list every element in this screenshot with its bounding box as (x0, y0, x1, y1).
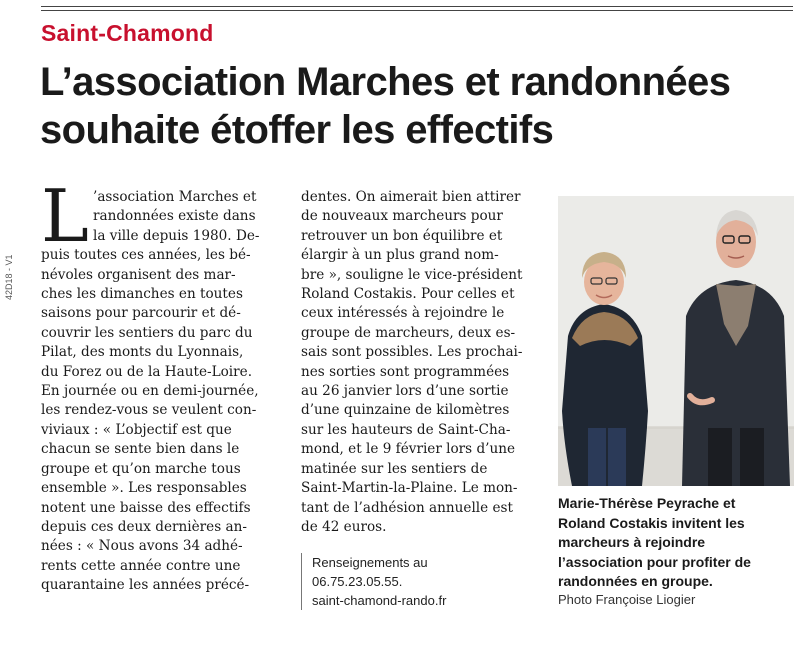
text-line: Saint-Martin-la-Plaine. Le mon- (301, 480, 518, 497)
text-line: groupe et qu’on marche tous (41, 460, 241, 477)
caption-line: l’association pour profiter de (558, 553, 751, 570)
text-line: du Forez ou de la Haute-Loire. (41, 363, 253, 380)
section-label: Saint-Chamond (41, 20, 214, 46)
text-line: Pilat, des monts du Lyonnais, (41, 344, 244, 361)
text-line: mond, et le 9 février lors d’une (301, 441, 516, 458)
text-line: notent une baisse des effectifs (41, 499, 251, 516)
caption-line: marcheurs à rejoindre (558, 534, 706, 550)
text-line: En journée ou en demi-journée, (41, 383, 259, 400)
text-line: nes sorties sont programmées (301, 363, 510, 380)
text-line: tant de l’adhésion annuelle est (301, 499, 513, 516)
text-line: Roland Costakis. Pour celles et (301, 286, 515, 303)
text-line: bre », souligne le vice-président (301, 266, 523, 283)
caption-line: randonnées en groupe. (558, 573, 713, 589)
top-rule (41, 6, 793, 7)
text-line: nées : « Nous avons 34 adhé- (41, 538, 243, 555)
article-photo (558, 196, 794, 486)
text-line: randonnées existe dans (93, 208, 256, 225)
text-line: élargir à un plus grand nom- (301, 247, 499, 264)
info-box (301, 553, 532, 610)
top-rule-double (41, 10, 793, 11)
page-code: 42D18 - V1 (4, 254, 14, 300)
info-line: Renseignements au (312, 555, 428, 570)
caption-line: Roland Costakis invitent les (558, 514, 745, 531)
text-line: au 26 janvier lors d’une sortie (301, 383, 509, 400)
text-line: névoles organisent des mar- (41, 266, 236, 283)
text-line: ceux intéressés à rejoindre le (301, 305, 505, 322)
text-line: couvrir les sentiers du parc du (41, 324, 253, 341)
photo-illustration (558, 196, 794, 486)
text-line: puis toutes ces années, les bé- (41, 247, 251, 264)
article-column-2 (301, 188, 545, 537)
text-line: ensemble ». Les responsables (41, 480, 247, 497)
text-line: d’une quinzaine de kilomètres (301, 402, 510, 419)
text-line: saisons pour parcourir et dé- (41, 305, 241, 322)
text-line: de 42 euros. (301, 518, 387, 535)
text-line: groupe de marcheurs, deux es- (301, 324, 516, 341)
photo-caption (558, 494, 794, 592)
headline-line-2: souhaite étoffer les effectifs (40, 108, 554, 152)
text-line: de nouveaux marcheurs pour (301, 208, 503, 225)
headline-line-1: L’association Marches et randonnées (40, 60, 731, 104)
text-line: quarantaine les années précé- (41, 577, 250, 594)
text-line: chacun se sente bien dans le (41, 441, 240, 458)
text-line: viviaux : « L’objectif est que (41, 421, 232, 438)
text-line: ches les dimanches en toutes (41, 286, 243, 303)
text-line: depuis ces deux dernières an- (41, 518, 247, 535)
text-line: dentes. On aimerait bien attirer (301, 189, 521, 205)
photo-credit: Photo Françoise Liogier (558, 592, 696, 607)
text-line: matinée sur les sentiers de (301, 460, 488, 477)
headline (40, 58, 800, 154)
info-website: saint-chamond-rando.fr (312, 593, 447, 608)
info-phone: 06.75.23.05.55. (312, 574, 403, 589)
article-column-1 (41, 188, 289, 596)
caption-line: Marie-Thérèse Peyrache et (558, 495, 736, 511)
text-line: sais sont possibles. Les prochai- (301, 344, 523, 361)
text-line: rents cette année contre une (41, 557, 241, 574)
text-line: la ville depuis 1980. De- (93, 227, 260, 244)
text-line: sur les hauteurs de Saint-Cha- (301, 421, 511, 438)
text-line: les rendez-vous se veulent con- (41, 402, 257, 419)
text-line: retrouver un bon équilibre et (301, 227, 503, 244)
text-line: ’association Marches et (93, 189, 257, 205)
drop-cap: L (41, 174, 89, 258)
